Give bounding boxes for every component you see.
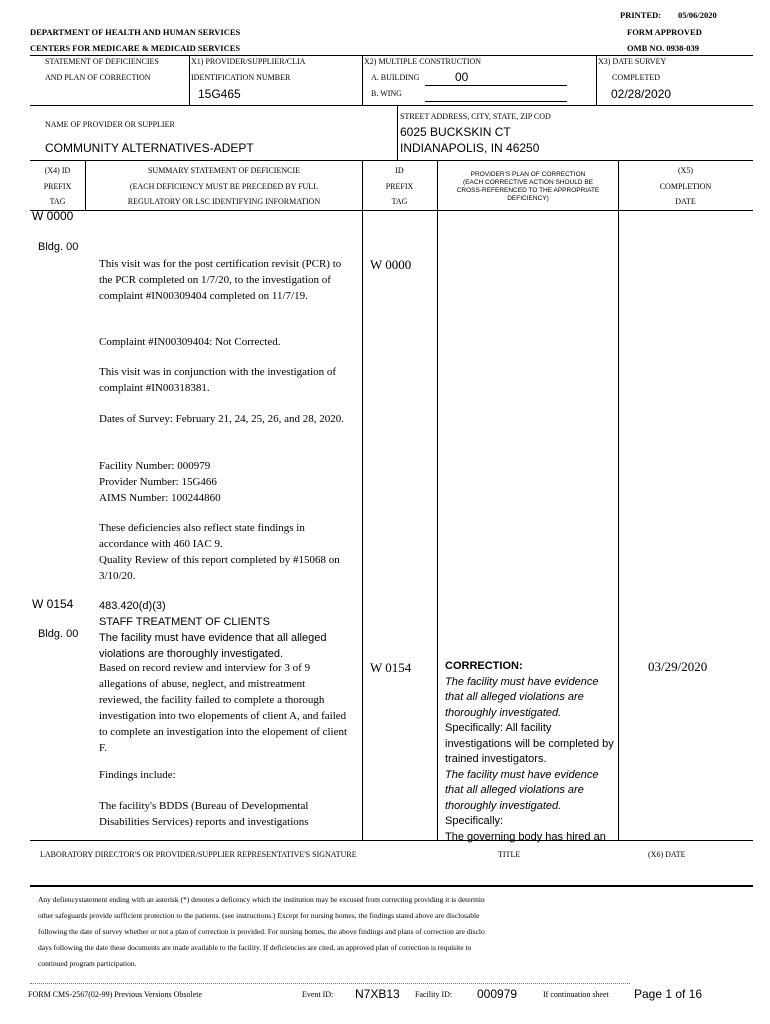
tag-w0154: W 0154 [32,597,74,611]
plan-label: PROVIDER'S PLAN OF CORRECTION [470,171,586,178]
plan-instruction-3: DEFICIENCY) [507,195,549,202]
survey-date-value: 02/28/2020 [611,87,672,101]
dates-of-survey: Dates of Survey: February 21, 24, 25, 26, and 28, 2020. [99,413,345,425]
multiple-construction-label: X2) MULTIPLE CONSTRUCTION [364,57,482,66]
facility-id-label: Facility ID: [415,990,453,999]
rule [397,105,398,160]
visit-description: This visit was for the post certification revisit (PCR) to the PCR completed on 1/7/20, to the investigation of complaint #IN00309404 completed on 11/7/19. [99,258,342,302]
address-line2: INDIANAPOLIS, IN 46250 [400,141,540,155]
date-label: DATE [675,197,696,206]
building-tag-2: Bldg. 00 [38,628,79,640]
rule [437,160,438,840]
rule [425,85,567,86]
department-name: DEPARTMENT OF HEALTH AND HUMAN SERVICES [30,27,241,37]
x4-prefix-label: PREFIX [43,182,72,191]
disclaimer-line-5: continued program participation. [38,959,137,968]
completed-label: COMPLETED [612,73,660,82]
id-tag-w0154: W 0154 [370,660,412,675]
findings-summary: Based on record review and interview for 3 of 9 allegations of abuse, neglect, and mistreatment reviewed, the facility failed to complete a thorough investigation into two elopements of client A, and failed to complete an investigation into the elopement of client F. [99,662,348,754]
omb-number: OMB NO. 0938-039 [627,43,700,53]
x5-label: (X5) [677,166,694,175]
id-tag-w0000: W 0000 [370,257,412,272]
rule [362,160,363,840]
rule [362,55,363,105]
provider-id-label: X1) PROVIDER/SUPPLIER/CLIA [191,57,306,66]
identification-number-label: IDENTIFICATION NUMBER [191,73,291,82]
rule [30,160,753,161]
building-tag-1: Bldg. 00 [38,241,79,253]
regulation-code: 483.420(d)(3) [99,600,166,612]
completion-label: COMPLETION [659,182,712,191]
provider-name-value: COMMUNITY ALTERNATIVES-ADEPT [45,141,254,155]
centers-name: CENTERS FOR MEDICARE & MEDICAID SERVICES [30,43,241,53]
printed-label: PRINTED: [620,10,662,20]
summary-instruction-1: (EACH DEFICIENCY MUST BE PRECEDED BY FULL [129,182,319,191]
conjunction-text: This visit was in conjunction with the investigation of complaint #IN00318381. [99,366,337,394]
tag-w0000: W 0000 [32,209,74,223]
id-tag-label: TAG [391,197,408,206]
correction-requirement-2: The facility must have evidence that all alleged violations are thoroughly investigated. [445,768,599,812]
rule [30,840,753,841]
date-survey-label: X3) DATE SURVEY [598,57,667,66]
disclaimer-line-3: following the date of survey whether or not a plan of correction is provided. For nursing homes, the above findings and plans of correction are disclo [38,927,485,936]
address-label: STREET ADDRESS, CITY, STATE, ZIP COD [400,112,551,121]
disclaimer-line-1: Any defiencystatement ending with an asterisk (*) denotes a deficency which the institution may be excused from correcting providing it is determin [38,895,485,904]
form-number: FORM CMS-2567(02-99) Previous Versions Obsolete [28,990,203,999]
x6-date-label: (X6) DATE [648,850,686,859]
facility-id-value: 000979 [477,987,518,1001]
plan-of-correction-label: AND PLAN OF CORRECTION [45,73,151,82]
disclaimer-line-4: days following the date these documents are made available to the facility. If deficiencies are cited, an approved plan of correction is requisite to [38,943,472,952]
x4-tag-label: TAG [49,197,66,206]
plan-instruction-2: CROSS-REFERENCED TO THE APPROPRIATE [456,187,600,194]
statement-label: STATEMENT OF DEFICIENCIES [45,57,159,66]
x4-id-label: (X4) ID [44,166,71,175]
id-label: ID [395,166,404,175]
correction-specifics-1: Specifically: All facility investigations will be completed by trained investigators. [445,722,614,765]
rule [30,105,753,106]
correction-requirement-1: The facility must have evidence that all alleged violations are thoroughly investigated. [445,675,599,719]
page-number: Page 1 of 16 [634,987,703,1001]
provider-name-label: NAME OF PROVIDER OR SUPPLIER [45,120,175,129]
rule [425,101,567,102]
wing-label: B. WING [371,89,402,98]
summary-statement-label: SUMMARY STATEMENT OF DEFICIENCIE [147,166,301,175]
quality-review: Quality Review of this report completed by #15068 on 3/10/20. [99,554,340,582]
provider-number: Provider Number: 15G466 [99,476,217,488]
complaint-status: Complaint #IN00309404: Not Corrected. [99,336,281,348]
summary-instruction-2: REGULATORY OR LSC IDENTIFYING INFORMATION [127,197,321,206]
rule [30,885,753,887]
building-value: 00 [455,70,469,84]
event-id-label: Event ID: [302,990,334,999]
regulation-text: The facility must have evidence that all alleged violations are thoroughly investigated. [99,632,327,660]
id-prefix-label: PREFIX [385,182,414,191]
correction-specifics-2: Specifically: [445,815,504,827]
provider-id-value: 15G465 [198,87,241,101]
rule [30,210,753,211]
disclaimer-line-2: other safeguards provide sufficient protection to the patients. (see instructions.) Except for nursing homes, the findings stated above are disclosable [38,911,480,920]
state-findings: These deficiencies also reflect state findings in accordance with 460 IAC 9. [99,522,305,550]
building-label: A. BUILDING [371,73,420,82]
form-approved: FORM APPROVED [627,27,702,37]
continuation-label: If continuation sheet [543,990,609,999]
rule [189,55,190,105]
plan-instruction-1: (EACH CORRECTIVE ACTION SHOULD BE [462,179,594,186]
completion-date: 03/29/2020 [648,659,708,674]
regulation-title: STAFF TREATMENT OF CLIENTS [99,616,270,628]
facility-number: Facility Number: 000979 [99,460,211,472]
correction-plan [445,659,617,845]
event-id-value: N7XB13 [355,987,400,1001]
rule [596,55,597,105]
rule [618,160,619,840]
rule [30,983,630,984]
bdds-reports: The facility's BDDS (Bureau of Developmental Disabilities Services) reports and investigations [99,800,309,828]
title-label: TITLE [498,850,521,859]
rule [30,55,753,56]
director-signature-label: LABORATORY DIRECTOR'S OR PROVIDER/SUPPLIER REPRESENTATIVE'S SIGNATURE [40,850,357,859]
address-line1: 6025 BUCKSKIN CT [400,125,511,139]
findings-include: Findings include: [99,769,176,781]
aims-number: AIMS Number: 100244860 [99,492,221,504]
correction-governing-body: The governing body has hired an [445,830,606,843]
correction-heading: CORRECTION: [445,660,523,672]
printed-date: 05/06/2020 [678,10,717,20]
rule [85,160,86,210]
